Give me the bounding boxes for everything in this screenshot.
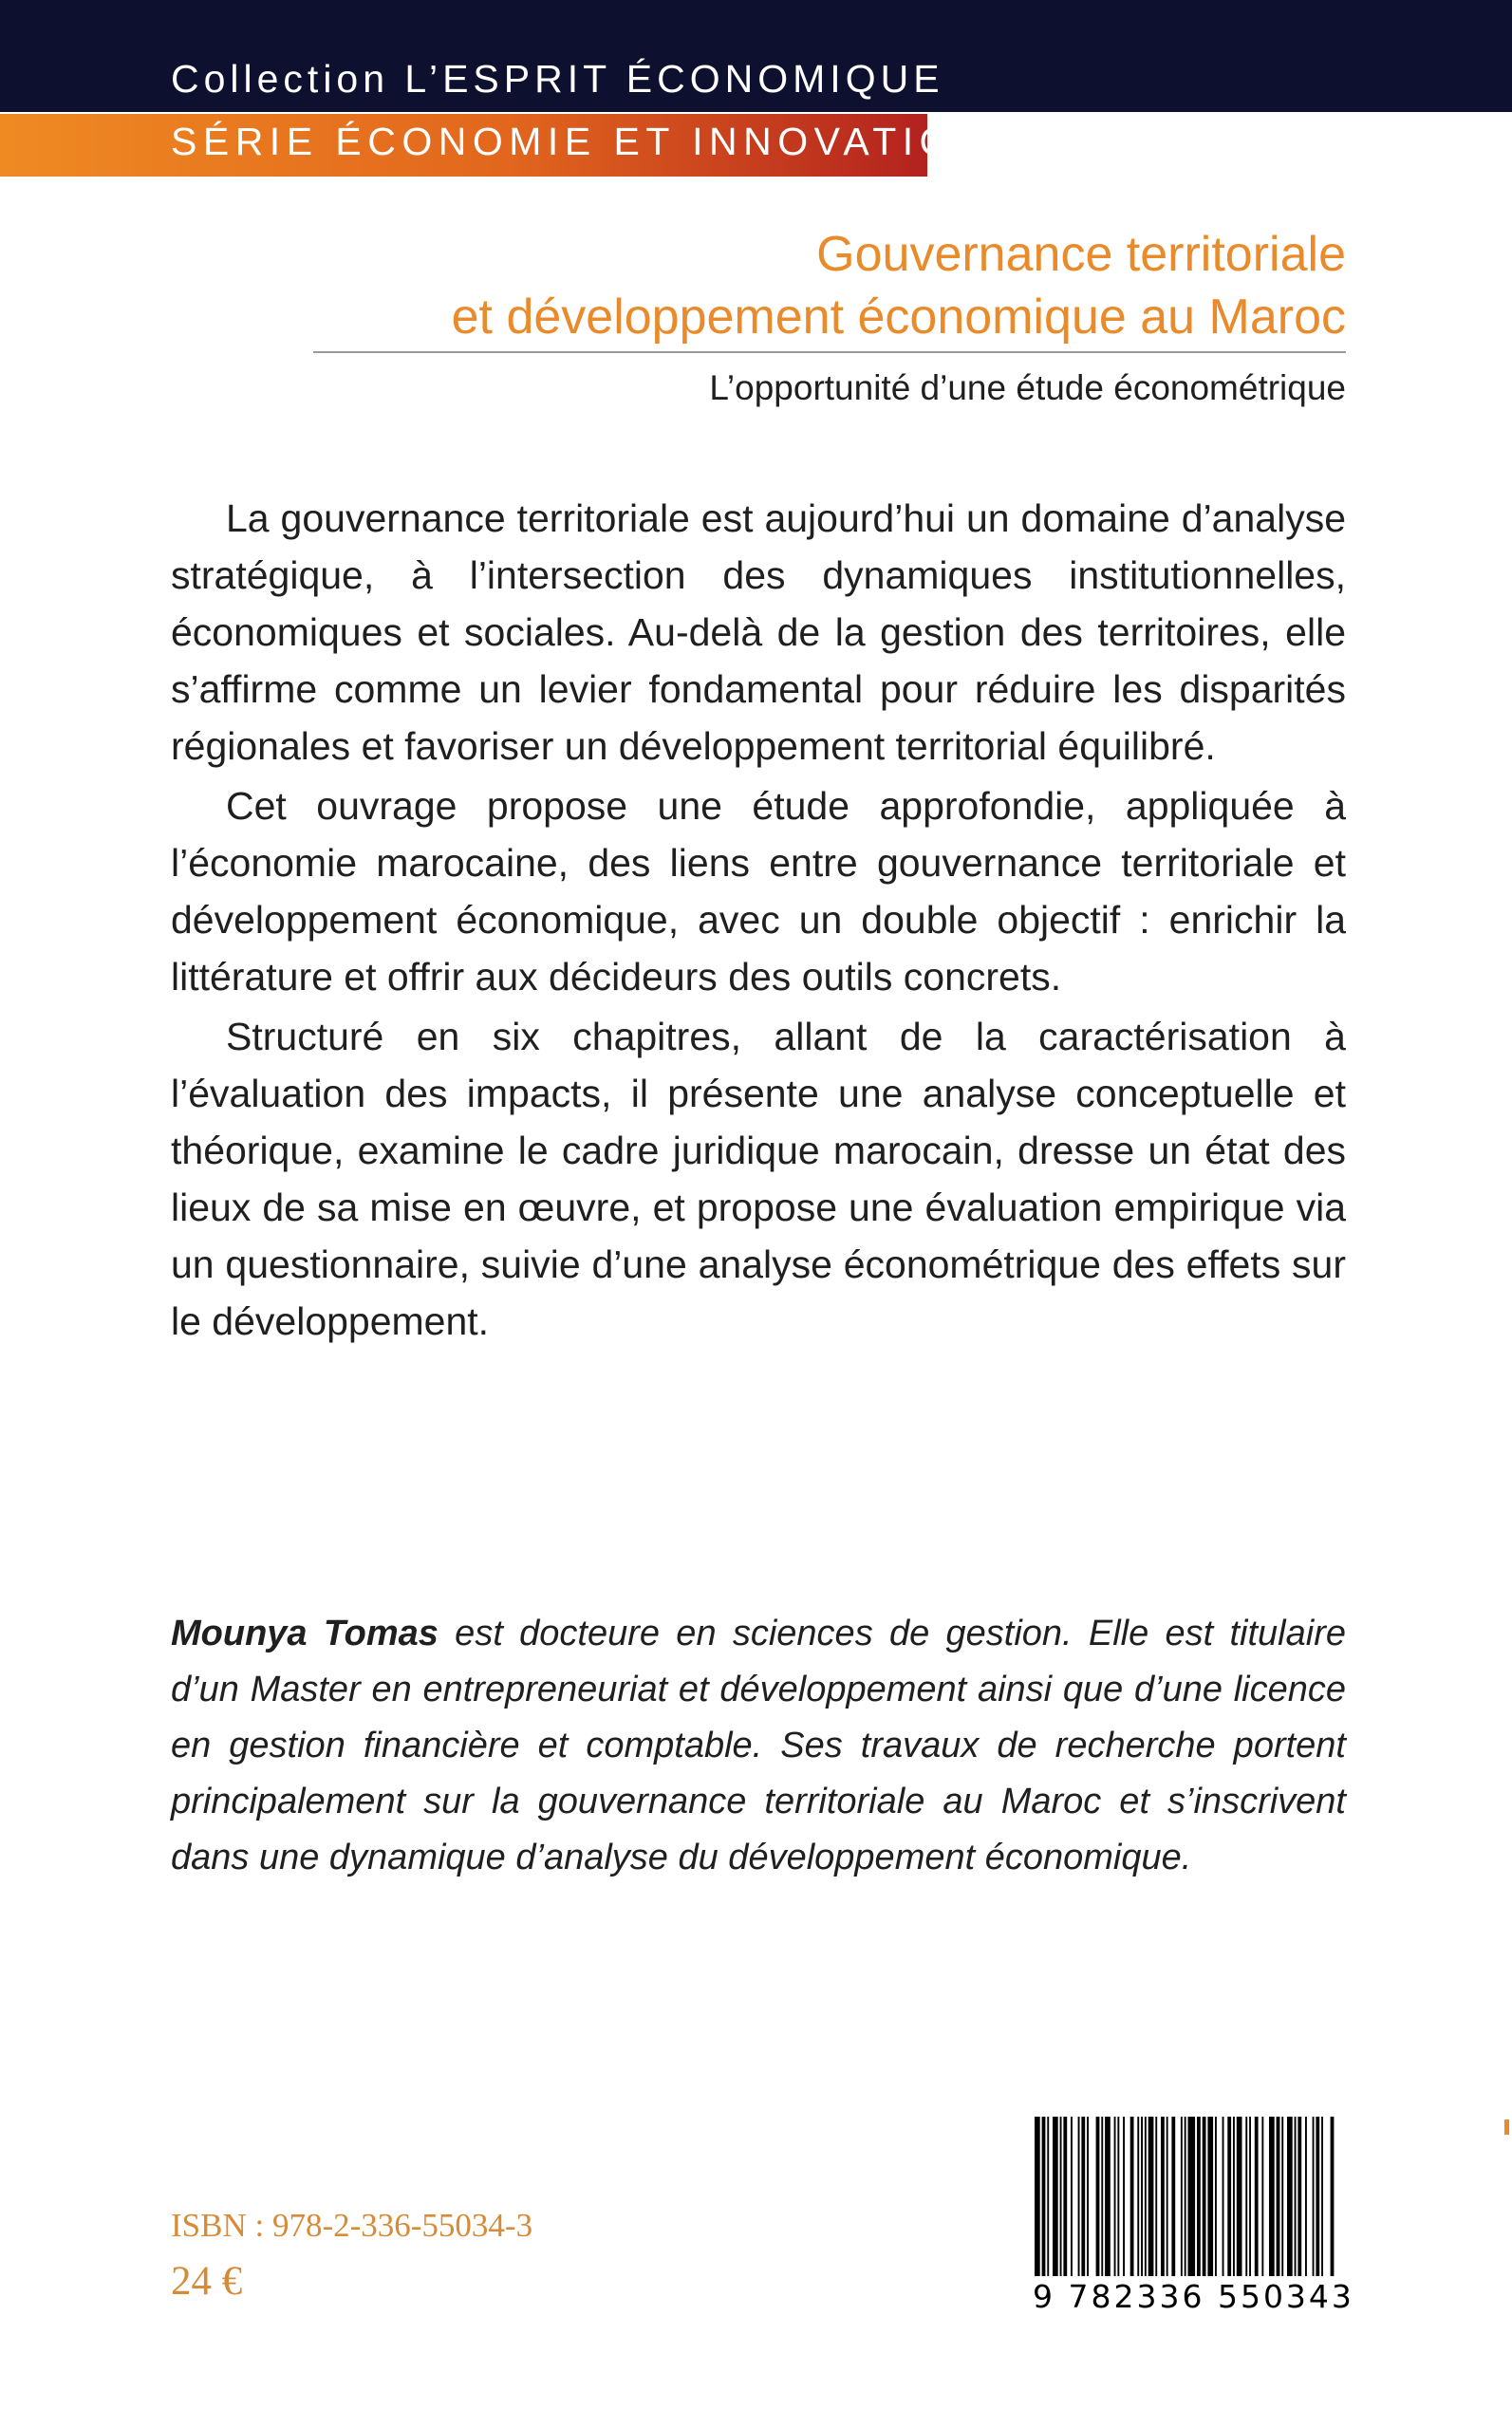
- barcode-bar: [1137, 2117, 1139, 2276]
- barcode-bar: [1087, 2117, 1089, 2276]
- book-title-line-1: Gouvernance territoriale: [816, 227, 1346, 282]
- price: 24 €: [171, 2259, 243, 2304]
- barcode-bar: [1130, 2117, 1134, 2276]
- barcode-bar: [1255, 2117, 1259, 2276]
- barcode-bar: [1096, 2117, 1100, 2276]
- barcode-bar: [1078, 2117, 1080, 2276]
- barcode-bar: [1297, 2117, 1301, 2276]
- barcode-bar: [1249, 2117, 1251, 2276]
- barcode-bar: [1261, 2117, 1263, 2276]
- barcode-bars: [1033, 2117, 1335, 2276]
- barcode-bar: [1321, 2117, 1323, 2276]
- series-name: SÉRIE ÉCONOMIE ET INNOVATION: [171, 120, 991, 163]
- book-subtitle: L’opportunité d’une étude économétrique: [709, 368, 1346, 407]
- barcode: [1033, 2117, 1354, 2325]
- barcode-bar: [1047, 2117, 1049, 2276]
- barcode-bar: [1316, 2117, 1319, 2276]
- barcode-digits: 9 782336 550343: [1033, 2278, 1354, 2315]
- author-bio-text: est docteure en sciences de gestion. Elle est titulaire d’un Master en entrepreneuriat et développement ainsi que d’une licence en gestion financière et comptable. Ses travaux de recherche portent principalement sur la gouvernance territoriale au Maroc et s’inscrivent dans une dynamique d’analyse du développement économique.: [171, 1614, 1346, 1877]
- barcode-bar: [1188, 2117, 1196, 2276]
- barcode-bar: [1237, 2117, 1242, 2276]
- summary-paragraph-1: La gouvernance territoriale est aujourd’hui un domaine d’analyse stratégique, à l’intersection des dynamiques institutionnelles, économiques et sociales. Au-delà de la gestion des territoires, elle s’affirme comme un levier fondamental pour réduire les disparités régionales et favoriser un développement territorial équilibré.: [171, 496, 1346, 768]
- barcode-bar: [1114, 2117, 1116, 2276]
- barcode-bar: [1203, 2117, 1206, 2276]
- barcode-bar: [1277, 2117, 1280, 2276]
- barcode-bar: [1185, 2117, 1186, 2276]
- barcode-bar: [1197, 2117, 1201, 2276]
- barcode-bar: [1081, 2117, 1085, 2276]
- barcode-bar: [1141, 2117, 1143, 2276]
- barcode-bar: [1123, 2117, 1125, 2276]
- barcode-bar: [1161, 2117, 1165, 2276]
- barcode-bar: [1233, 2117, 1235, 2276]
- book-title-line-2: et développement économique au Maroc: [451, 289, 1346, 345]
- summary-paragraph-3: Structuré en six chapitres, allant de la caractérisation à l’évaluation des impacts, il présente une analyse conceptuelle et théorique, examine le cadre juridique marocain, dresse un état des lieux de sa mise en œuvre, et propose une évaluation empirique via un questionnaire, suivie d’une analyse économétrique des effets sur le développement.: [171, 1015, 1346, 1343]
- barcode-bar: [1227, 2117, 1231, 2276]
- barcode-bar: [1295, 2117, 1297, 2276]
- book-summary: [171, 490, 1346, 1353]
- barcode-bar: [1060, 2117, 1062, 2276]
- barcode-bar: [1167, 2117, 1168, 2276]
- barcode-bar: [1207, 2117, 1213, 2276]
- barcode-bar: [1281, 2117, 1283, 2276]
- book-title: [452, 223, 1346, 348]
- summary-paragraph-2: Cet ouvrage propose une étude approfondie, appliquée à l’économie marocaine, des liens entre gouvernance territoriale et développement économique, avec un double objectif : enrichir la littérature et offrir aux décideurs des outils concrets.: [171, 784, 1346, 999]
- edge-mark: [1504, 2120, 1509, 2135]
- barcode-bar: [1071, 2117, 1073, 2276]
- title-divider: [313, 351, 1346, 353]
- barcode-bar: [1101, 2117, 1103, 2276]
- barcode-bar: [1042, 2117, 1046, 2276]
- barcode-bar: [1105, 2117, 1111, 2276]
- barcode-bar: [1215, 2117, 1217, 2276]
- barcode-bar: [1145, 2117, 1147, 2276]
- barcode-bar: [1245, 2117, 1247, 2276]
- author-bio: [171, 1606, 1346, 1886]
- barcode-bar: [1053, 2117, 1058, 2276]
- barcode-bar: [1171, 2117, 1175, 2276]
- barcode-bar: [1331, 2117, 1335, 2276]
- barcode-bar: [1035, 2117, 1040, 2276]
- barcode-bar: [1148, 2117, 1154, 2276]
- barcode-bar: [1269, 2117, 1275, 2276]
- collection-name: Collection L’ESPRIT ÉCONOMIQUE: [171, 57, 944, 101]
- isbn: ISBN : 978-2-336-55034-3: [171, 2207, 533, 2244]
- barcode-bar: [1117, 2117, 1119, 2276]
- barcode-bar: [1287, 2117, 1293, 2276]
- barcode-bar: [1223, 2117, 1224, 2276]
- barcode-bar: [1155, 2117, 1157, 2276]
- barcode-bar: [1181, 2117, 1183, 2276]
- barcode-bar: [1313, 2117, 1315, 2276]
- author-name: Mounya Tomas: [171, 1614, 439, 1653]
- barcode-bar: [1063, 2117, 1067, 2276]
- barcode-bar: [1305, 2117, 1307, 2276]
